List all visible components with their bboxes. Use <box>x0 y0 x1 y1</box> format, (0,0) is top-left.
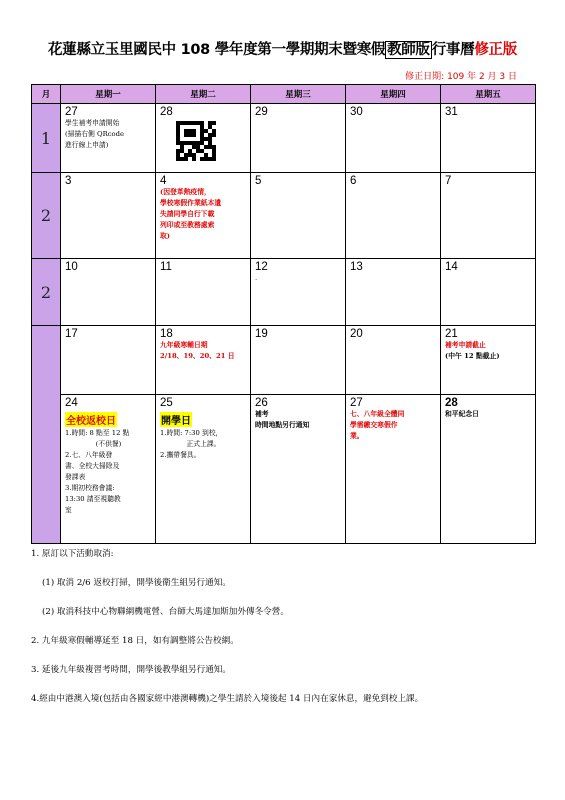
note-1b: (2) 取消科技中心物聯網機電營、台師大馬達加斯加外傳冬令營。 <box>42 607 289 617</box>
day-cell <box>441 326 536 395</box>
event-note: 進行線上申請) <box>65 141 109 149</box>
event-note-red: 列印或至教務處索 <box>160 221 215 229</box>
day-number: 27 <box>65 106 78 118</box>
calendar-week-row <box>32 173 536 259</box>
day-cell <box>61 104 156 173</box>
revised-date: 修正日期: 109 年 2 月 3 日 <box>405 72 517 82</box>
event-note-red: 學校寒假作業紙本遺 <box>160 199 222 207</box>
day-number: 14 <box>445 261 458 273</box>
day-number: 6 <box>350 175 357 187</box>
day-cell <box>156 326 251 395</box>
header-month: 月 <box>32 85 61 104</box>
event-note: 補考 <box>255 410 269 418</box>
day-cell <box>251 104 346 173</box>
day-cell <box>251 259 346 326</box>
note-3: 3. 延後九年級複習考時間，開學後教學組另行通知。 <box>31 665 231 675</box>
day-number: 7 <box>445 175 452 187</box>
header-wed: 星期三 <box>251 85 346 104</box>
calendar-week-row <box>32 104 536 173</box>
day-number: 20 <box>350 328 363 340</box>
calendar-week-row <box>32 259 536 326</box>
event-note: 2.七、八年級發 <box>65 451 113 459</box>
footer-notes <box>31 548 536 722</box>
event-note-red: 補考申請截止 <box>445 341 486 349</box>
day-cell <box>441 104 536 173</box>
highlight-label: 全校返校日 <box>65 412 117 427</box>
day-cell <box>441 395 536 544</box>
event-note: 書、全校大掃除及 <box>65 462 120 470</box>
day-number: 3 <box>65 175 72 187</box>
day-number: 26 <box>255 397 268 409</box>
day-number: 18 <box>160 328 173 340</box>
day-number: 24 <box>65 397 78 409</box>
day-cell <box>156 395 251 544</box>
day-cell <box>61 173 156 259</box>
day-cell <box>346 173 441 259</box>
header-fri: 星期五 <box>441 85 536 104</box>
event-note-red: 2/18、19、20、21 日 <box>160 352 235 360</box>
title-main: 花蓮縣立玉里國民中 108 學年度第一學期期末暨寒假 <box>48 42 386 58</box>
day-cell <box>251 395 346 544</box>
event-note: 13:30 請至視聽教 <box>65 495 121 503</box>
event-note-red: 九年級寒輔日期 <box>160 341 208 349</box>
event-note: 學生補考申請開始 <box>65 119 120 127</box>
event-note: 1.時間: 7:30 到校， <box>160 429 223 437</box>
day-cell <box>61 259 156 326</box>
event-note: 正式上課。 <box>186 440 221 448</box>
day-number: 21 <box>445 328 458 340</box>
qr-code-icon[interactable] <box>176 121 216 161</box>
event-note: (中午 12 點截止) <box>445 352 500 360</box>
title-revised: 修正版 <box>474 42 517 58</box>
day-number: 29 <box>255 106 268 118</box>
day-number: 31 <box>445 106 458 118</box>
note-1: 1. 原訂以下活動取消: <box>31 549 114 559</box>
day-number: 4 <box>160 175 167 187</box>
month-cell: 1 <box>32 104 61 173</box>
event-note: 3.期初校務會議: <box>65 484 115 492</box>
day-cell <box>251 326 346 395</box>
day-cell <box>346 326 441 395</box>
month-cell: 2 <box>32 173 61 259</box>
day-number: 11 <box>160 261 172 273</box>
month-cell: 2 <box>32 259 61 326</box>
page-title <box>0 38 565 59</box>
day-number: 10 <box>65 261 78 273</box>
day-cell <box>156 104 251 173</box>
event-note: (不供餐) <box>95 440 122 448</box>
event-note: 時間地點另行通知 <box>255 421 310 429</box>
event-note-red: 取) <box>160 232 171 240</box>
day-number: 25 <box>160 397 173 409</box>
day-number: 28 <box>160 106 173 118</box>
header-mon: 星期一 <box>61 85 156 104</box>
calendar-week-row <box>32 395 536 544</box>
event-note-red: (因登革熱疫情， <box>160 188 211 196</box>
note-4: 4.經由中港澳入境(包括由各國家經中港澳轉機)之學生請於入境後起 14 日內在家休息，避免到校上課。 <box>31 694 424 704</box>
day-number: 5 <box>255 175 262 187</box>
day-number: 28 <box>445 397 458 409</box>
day-number: 17 <box>65 328 78 340</box>
calendar-table <box>31 84 536 544</box>
calendar-header-row <box>32 85 536 104</box>
note-2: 2. 九年級寒假輔導延至 18 日，如有調整將公告校網。 <box>31 636 239 646</box>
calendar-week-row <box>32 326 536 395</box>
event-note: 室 <box>65 506 72 514</box>
day-cell <box>156 259 251 326</box>
header-thu: 星期四 <box>346 85 441 104</box>
event-note: . <box>255 274 258 282</box>
event-note: 1.時間: 8 點至 12 點 <box>65 429 130 437</box>
event-note-red: 學需繳交寒假作 <box>350 421 398 429</box>
day-number: 12 <box>255 261 268 273</box>
day-number: 30 <box>350 106 363 118</box>
event-note-red: 失請同學自行下載 <box>160 210 215 218</box>
day-cell <box>441 173 536 259</box>
day-cell <box>346 104 441 173</box>
header-tue: 星期二 <box>156 85 251 104</box>
event-note: 2.攜帶餐具。 <box>160 451 201 459</box>
event-note-red: 業。 <box>350 432 364 440</box>
day-number: 19 <box>255 328 268 340</box>
day-cell <box>441 259 536 326</box>
event-note: (掃描右側 QRcode <box>65 130 124 138</box>
title-boxed: 教師版 <box>387 42 430 58</box>
day-cell <box>61 326 156 395</box>
month-cell <box>32 326 61 544</box>
note-1a: (1) 取消 2/6 返校打掃，開學後衛生組另行通知。 <box>42 578 231 588</box>
day-number: 13 <box>350 261 363 273</box>
day-cell <box>346 395 441 544</box>
day-cell <box>61 395 156 544</box>
event-note: 和平紀念日 <box>445 410 479 418</box>
title-suffix: 行事曆 <box>431 42 475 58</box>
event-note: 發課表 <box>65 473 86 481</box>
day-cell <box>156 173 251 259</box>
day-cell <box>251 173 346 259</box>
highlight-label: 開學日 <box>160 412 192 427</box>
day-cell <box>346 259 441 326</box>
day-number: 27 <box>350 397 363 409</box>
event-note-red: 七、八年級全體同 <box>350 410 405 418</box>
